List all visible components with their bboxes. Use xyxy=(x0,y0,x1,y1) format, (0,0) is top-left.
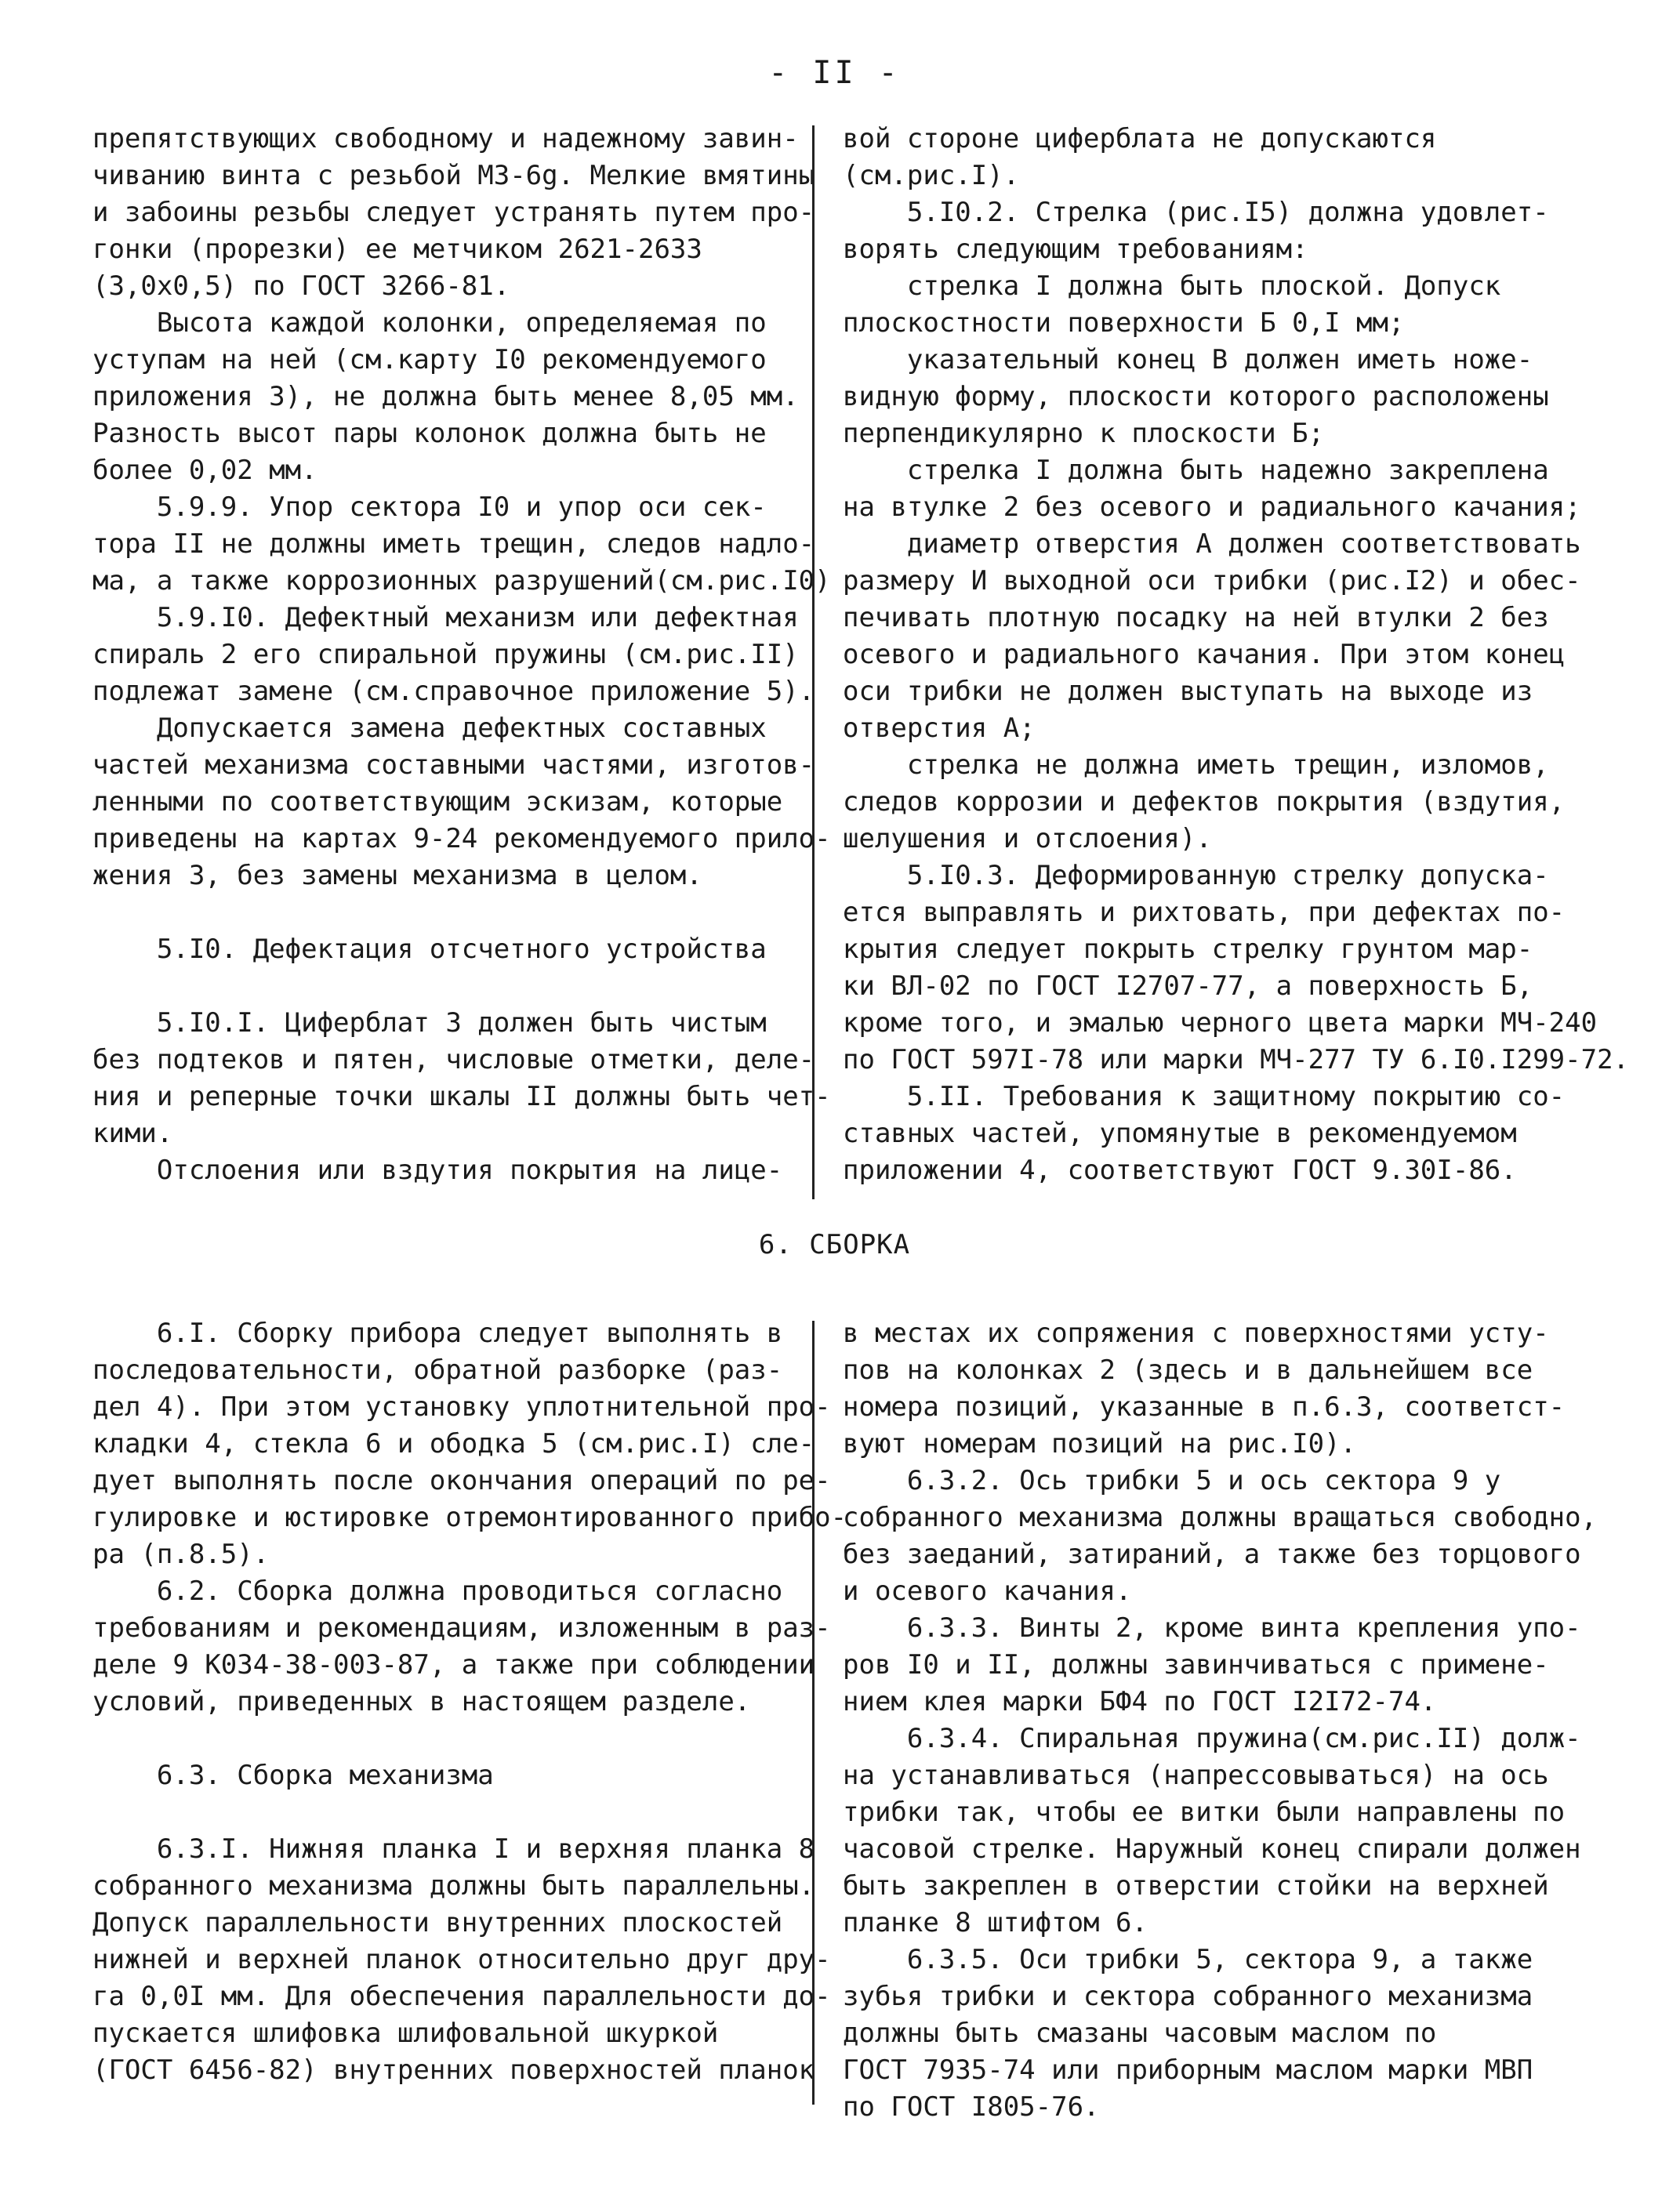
text-line: препятствующих свободному и надежному завин- xyxy=(93,123,799,154)
text-line: спираль 2 его спиральной пружины (см.рис.II) xyxy=(93,639,799,670)
text-line: следов коррозии и дефектов покрытия (вздутия, xyxy=(843,786,1566,818)
text-line: по ГОСТ I805-76. xyxy=(843,2091,1100,2123)
text-line: собранного механизма должны вращаться свободно, xyxy=(843,1502,1598,1533)
text-line: перпендикулярно к плоскости Б; xyxy=(843,418,1325,449)
blank-line xyxy=(93,1721,847,1757)
text-line: Высота каждой колонки, определяемая по xyxy=(93,307,767,339)
text-line: уступам на ней (см.карту I0 рекомендуемого xyxy=(93,344,767,375)
text-line: 5.I0.I. Циферблат 3 должен быть чистым xyxy=(93,1007,767,1039)
text-line: зубья трибки и сектора собранного механизма xyxy=(843,1981,1533,2012)
text-line: деле 9 К034-38-003-87, а также при соблюдении xyxy=(93,1649,815,1681)
text-line: дел 4). При этом установку уплотнительной про- xyxy=(93,1391,831,1423)
top-right-column xyxy=(843,121,1629,1189)
text-line: размеру И выходной оси трибки (рис.I2) и обес- xyxy=(843,565,1581,597)
text-line: требованиям и рекомендациям, изложенным в раз- xyxy=(93,1612,831,1644)
blank-line xyxy=(93,1794,847,1831)
bottom-left-column xyxy=(93,1315,847,2089)
text-line: гулировке и юстировке отремонтированного прибо- xyxy=(93,1502,847,1533)
text-line: вой стороне циферблата не допускаются xyxy=(843,123,1437,154)
text-line: тора II не должны иметь трещин, следов надло- xyxy=(93,528,815,560)
text-line: оси трибки не должен выступать на выходе из xyxy=(843,676,1533,707)
text-line: ворять следующим требованиям: xyxy=(843,234,1308,265)
text-line: 6.3.3. Винты 2, кроме винта крепления упо- xyxy=(843,1612,1581,1644)
text-line: (ГОСТ 6456-82) внутренних поверхностей планок xyxy=(93,2054,815,2086)
text-line: Разность высот пары колонок должна быть не xyxy=(93,418,767,449)
text-line: приложения 3), не должна быть менее 8,05 мм. xyxy=(93,381,799,412)
text-line: вуют номерам позиций на рис.I0). xyxy=(843,1428,1357,1460)
text-line: пускается шлифовка шлифовальной шкуркой xyxy=(93,2018,719,2049)
text-line: и забоины резьбы следует устранять путем про- xyxy=(93,197,815,228)
text-line: 6.3.2. Ось трибки 5 и ось сектора 9 у xyxy=(843,1465,1501,1496)
text-line: ленными по соответствующим эскизам, которые xyxy=(93,786,783,818)
text-line: приведены на картах 9-24 рекомендуемого прило- xyxy=(93,823,831,854)
text-line: номера позиций, указанные в п.6.3, соответст- xyxy=(843,1391,1566,1423)
text-line: более 0,02 мм. xyxy=(93,455,317,486)
text-line: (3,0х0,5) по ГОСТ 3266-81. xyxy=(93,270,510,302)
text-line: 5.9.9. Упор сектора I0 и упор оси сек- xyxy=(93,491,767,523)
text-line: условий, приведенных в настоящем разделе. xyxy=(93,1686,751,1717)
bottom-right-column xyxy=(843,1315,1597,2126)
text-line: ставных частей, упомянутые в рекомендуемом xyxy=(843,1118,1517,1149)
text-line: ется выправлять и рихтовать, при дефектах по- xyxy=(843,897,1566,928)
text-line: без заеданий, затираний, а также без торцового xyxy=(843,1539,1581,1570)
text-line: планке 8 штифтом 6. xyxy=(843,1907,1148,1938)
text-line: ма, а также коррозионных разрушений(см.рис.I0) xyxy=(93,565,831,597)
text-line: нием клея марки БФ4 по ГОСТ I2I72-74. xyxy=(843,1686,1437,1717)
text-line: Отслоения или вздутия покрытия на лице- xyxy=(93,1155,783,1186)
text-line: ки ВЛ-02 по ГОСТ I2707-77, а поверхность Б, xyxy=(843,970,1533,1002)
text-line: ров I0 и II, должны завинчиваться с примене- xyxy=(843,1649,1549,1681)
text-line: подлежат замене (см.справочное приложение 5). xyxy=(93,676,815,707)
text-line: нижней и верхней планок относительно друг дру- xyxy=(93,1944,831,1975)
text-line: на втулке 2 без осевого и радиального качания; xyxy=(843,491,1581,523)
text-line: плоскостности поверхности Б 0,I мм; xyxy=(843,307,1405,339)
text-line: пов на колонках 2 (здесь и в дальнейшем все xyxy=(843,1354,1533,1386)
text-line: 6.3.5. Оси трибки 5, сектора 9, а также xyxy=(843,1944,1533,1975)
text-line: (см.рис.I). xyxy=(843,160,1020,191)
text-line: отверстия А; xyxy=(843,713,1036,744)
bottom-column-divider xyxy=(812,1321,815,2105)
text-line: 6.I. Сборку прибора следует выполнять в xyxy=(93,1318,783,1349)
text-line: видную форму, плоскости которого расположены xyxy=(843,381,1549,412)
text-line: трибки так, чтобы ее витки были направлены по xyxy=(843,1797,1566,1828)
text-line: последовательности, обратной разборке (раз- xyxy=(93,1354,783,1386)
text-line: жения 3, без замены механизма в целом. xyxy=(93,860,702,891)
text-line: кладки 4, стекла 6 и ободка 5 (см.рис.I) сле- xyxy=(93,1428,815,1460)
text-line: 6.3.I. Нижняя планка I и верхняя планка 8 xyxy=(93,1833,815,1865)
text-line: осевого и радиального качания. При этом конец xyxy=(843,639,1566,670)
text-line: стрелка I должна быть плоской. Допуск xyxy=(843,270,1501,302)
text-line: 5.II. Требования к защитному покрытию со- xyxy=(843,1081,1566,1112)
text-line: стрелка I должна быть надежно закреплена xyxy=(843,455,1549,486)
text-line: 6.2. Сборка должна проводиться согласно xyxy=(93,1576,783,1607)
text-line: дует выполнять после окончания операций по ре- xyxy=(93,1465,831,1496)
text-line: га 0,0I мм. Для обеспечения параллельности до- xyxy=(93,1981,831,2012)
text-line: гонки (прорезки) ее метчиком 2621-2633 xyxy=(93,234,702,265)
section-heading-assembly: 6. СБОРКА xyxy=(758,1229,911,1260)
text-line: частей механизма составными частями, изготов- xyxy=(93,749,815,781)
top-column-divider xyxy=(812,125,815,1199)
text-line: должны быть смазаны часовым маслом по xyxy=(843,2018,1437,2049)
text-line: без подтеков и пятен, числовые отметки, деле- xyxy=(93,1044,815,1075)
text-line: 6.3. Сборка механизма xyxy=(93,1760,494,1791)
text-line: указательный конец В должен иметь ноже- xyxy=(843,344,1533,375)
text-line: ния и реперные точки шкалы II должны быть чет- xyxy=(93,1081,831,1112)
text-line: 5.9.I0. Дефектный механизм или дефектная xyxy=(93,602,799,633)
text-line: и осевого качания. xyxy=(843,1576,1132,1607)
text-line: кроме того, и эмалью черного цвета марки МЧ-240 xyxy=(843,1007,1598,1039)
text-line: быть закреплен в отверстии стойки на верхней xyxy=(843,1870,1549,1902)
page-number: - II - xyxy=(768,55,901,91)
text-line: ГОСТ 7935-74 или приборным маслом марки МВП xyxy=(843,2054,1533,2086)
text-line: 6.3.4. Спиральная пружина(см.рис.II) долж- xyxy=(843,1723,1581,1754)
text-line: печивать плотную посадку на ней втулки 2 без xyxy=(843,602,1549,633)
blank-line xyxy=(93,894,831,931)
text-line: на устанавливаться (напрессовываться) на ось xyxy=(843,1760,1549,1791)
text-line: часовой стрелке. Наружный конец спирали должен xyxy=(843,1833,1581,1865)
text-line: ра (п.8.5). xyxy=(93,1539,270,1570)
text-line: стрелка не должна иметь трещин, изломов, xyxy=(843,749,1549,781)
text-line: чиванию винта с резьбой М3-6g. Мелкие вмятины xyxy=(93,160,815,191)
text-line: шелушения и отслоения). xyxy=(843,823,1212,854)
text-line: 5.I0.2. Стрелка (рис.I5) должна удовлет- xyxy=(843,197,1549,228)
text-line: по ГОСТ 597I-78 или марки МЧ-277 ТУ 6.I0.I299-72. xyxy=(843,1044,1630,1075)
text-line: Допуск параллельности внутренних плоскостей xyxy=(93,1907,783,1938)
text-line: 5.I0.3. Деформированную стрелку допуска- xyxy=(843,860,1549,891)
blank-line xyxy=(93,968,831,1005)
text-line: приложении 4, соответствуют ГОСТ 9.30I-86. xyxy=(843,1155,1517,1186)
text-line: в местах их сопряжения с поверхностями усту- xyxy=(843,1318,1549,1349)
text-line: собранного механизма должны быть параллельны. xyxy=(93,1870,815,1902)
text-line: крытия следует покрыть стрелку грунтом мар- xyxy=(843,934,1533,965)
text-line: диаметр отверстия А должен соответствовать xyxy=(843,528,1581,560)
text-line: 5.I0. Дефектация отсчетного устройства xyxy=(93,934,767,965)
top-left-column xyxy=(93,121,831,1189)
text-line: Допускается замена дефектных составных xyxy=(93,713,767,744)
text-line: кими. xyxy=(93,1118,173,1149)
